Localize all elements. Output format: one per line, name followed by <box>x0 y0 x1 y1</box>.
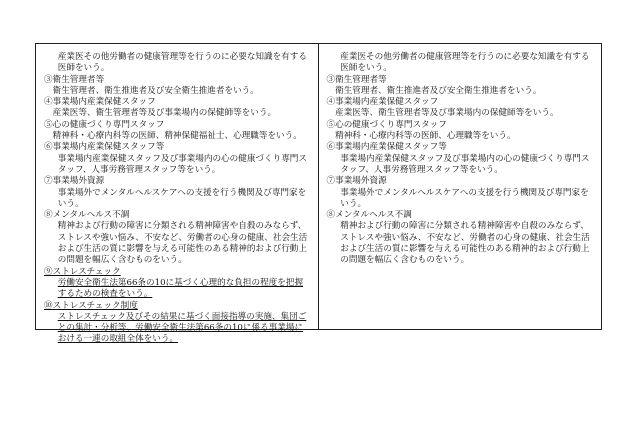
item-heading: ③衛生管理者等 <box>326 74 387 85</box>
intro-text: 産業医その他労働者の健康管理等を行うのに必要な知識を有する医師をいう。 <box>57 52 307 74</box>
item-heading: ③衛生管理者等 <box>44 74 105 85</box>
left-column <box>36 44 319 345</box>
item-body: 事業場内産業保健スタッフ及び事業場内の心の健康づくり専門スタッフ、人事労務管理スタッフ等をいう。 <box>57 153 307 175</box>
item-body: 精神科・心療内科等の医師、心理職等をいう。 <box>335 131 516 142</box>
intro-text: 産業医その他労働者の健康管理等を行うのに必要な知識を有する医師をいう。 <box>340 52 590 74</box>
added-item-heading: ⑩ストレスチェック制度 <box>44 300 138 311</box>
item-body: 産業医等、衛生管理者等及び事業場内の保健師等をいう。 <box>52 108 277 119</box>
item-heading: ⑧メンタルヘルス不調 <box>44 210 130 221</box>
item-heading: ⑤心の健康づくり専門スタッフ <box>326 119 447 130</box>
item-heading: ④事業場内産業保健スタッフ <box>44 97 156 108</box>
item-heading: ⑤心の健康づくり専門スタッフ <box>44 119 165 130</box>
item-heading: ④事業場内産業保健スタッフ <box>326 97 439 108</box>
item-body: 事業場外でメンタルヘルスケアへの支援を行う機関及び専門家をいう。 <box>340 187 589 209</box>
item-body: 精神および行動の障害に分類される精神障害や自殺のみならず、ストレスや強い悩み、不安など、労働者の心身の健康、社会生活および生活の質に影響を与える可能性のある精神的および行動上の問題を幅広く含むものをいう。 <box>57 221 308 266</box>
item-body: 事業場内産業保健スタッフ及び事業場内の心の健康づくり専門スタッフ、人事労務管理スタッフ等をいう。 <box>340 153 590 175</box>
item-body: 精神科・心療内科等の医師、精神保健福祉士、心理職等をいう。 <box>52 131 302 142</box>
item-body: 衛生管理者、衛生推進者及び安全衛生推進者をいう。 <box>335 85 542 96</box>
right-column <box>319 44 602 329</box>
added-item-body: 労働安全衛生法第66条の10に基づく心理的な負担の程度を把握するための検査をいう。 <box>57 277 304 300</box>
comparison-table <box>35 43 602 345</box>
item-heading: ⑧メンタルヘルス不調 <box>326 210 412 221</box>
item-body: 事業場外でメンタルヘルスケアへの支援を行う機関及び専門家をいう。 <box>57 187 307 209</box>
item-body: 衛生管理者、衛生推進者及び安全衛生推進者をいう。 <box>52 85 259 96</box>
item-heading: ⑦事業場外資源 <box>326 176 387 187</box>
item-body: 精神および行動の障害に分類される精神障害や自殺のみならず、ストレスや強い悩み、不安など、労働者の心身の健康、社会生活および生活の質に影響を与える可能性のある精神的および行動上の問題を幅広く含むものをいう。 <box>340 221 590 266</box>
item-heading: ⑥事業場内産業保健スタッフ等 <box>326 142 447 153</box>
added-item-heading: ⑨ストレスチェック <box>44 266 121 277</box>
item-heading: ⑦事業場外資源 <box>44 176 105 187</box>
item-body: 産業医等、衛生管理者等及び事業場内の保健師等をいう。 <box>335 108 559 119</box>
item-heading: ⑥事業場内産業保健スタッフ等 <box>44 142 165 153</box>
added-item-body: ストレスチェック及びその結果に基づく面接指導の実施、集団ごとの集計・分析等、労働安全衛生法第66条の10に係る事業場における一連の取組全体をいう。 <box>57 311 307 345</box>
